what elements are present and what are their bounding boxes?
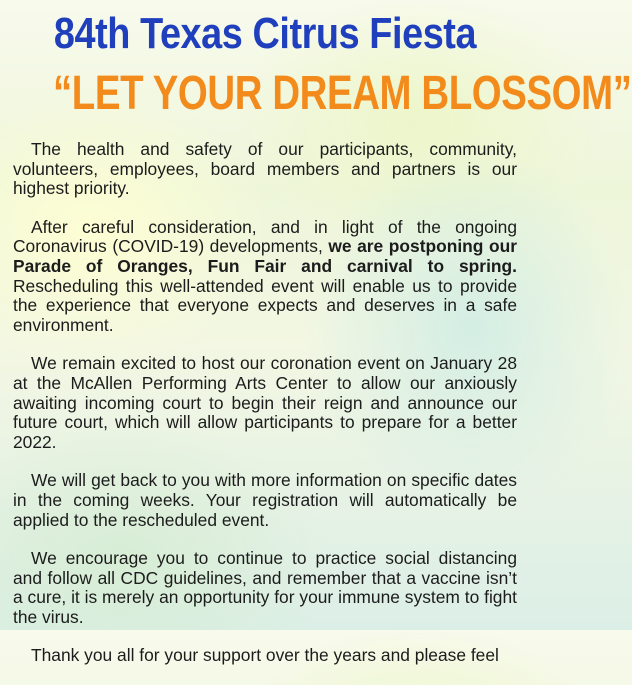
paragraph-coronation: We remain excited to host our coronation event on January 28 at the McAllen Performing Arts Center to allow our anxiously awaiting incoming court to begin their reign and announce our future court, which will allow participants to prepare for a better 2022. (13, 353, 517, 452)
paragraph-postponement (13, 218, 517, 336)
paragraph-thanks: Thank you all for your support over the years and please feel (31, 645, 499, 666)
paragraph-postponement-rest: Rescheduling this well-attended event will enable us to provide the experience that everyone expects and deserves in a safe environment. (13, 275, 517, 335)
event-slogan: “LET YOUR DREAM BLOSSOM” (53, 67, 632, 120)
paragraph-postponement-intro: After careful consideration, and in light of the ongoing Coronavirus (COVID-19) developments, (13, 216, 517, 257)
announcement-body (13, 140, 517, 685)
paragraph-guidelines: We encourage you to continue to practice social distancing and follow all CDC guidelines, and remember that a vaccine isn’t a cure, it is merely an opportunity for your immune system to fight the virus. (13, 548, 517, 627)
paragraph-safety-priority: The health and safety of our participants, community, volunteers, employees, board members and partners is our highest priority. (13, 139, 517, 199)
postponement-highlight: we are postponing our Parade of Oranges, Fun Fair and carnival to spring. (13, 236, 517, 276)
paragraph-registration: We will get back to you with more information on specific dates in the coming weeks. Your registration will automatically be applied to the rescheduled event. (13, 470, 517, 530)
event-title: 84th Texas Citrus Fiesta (53, 9, 477, 58)
